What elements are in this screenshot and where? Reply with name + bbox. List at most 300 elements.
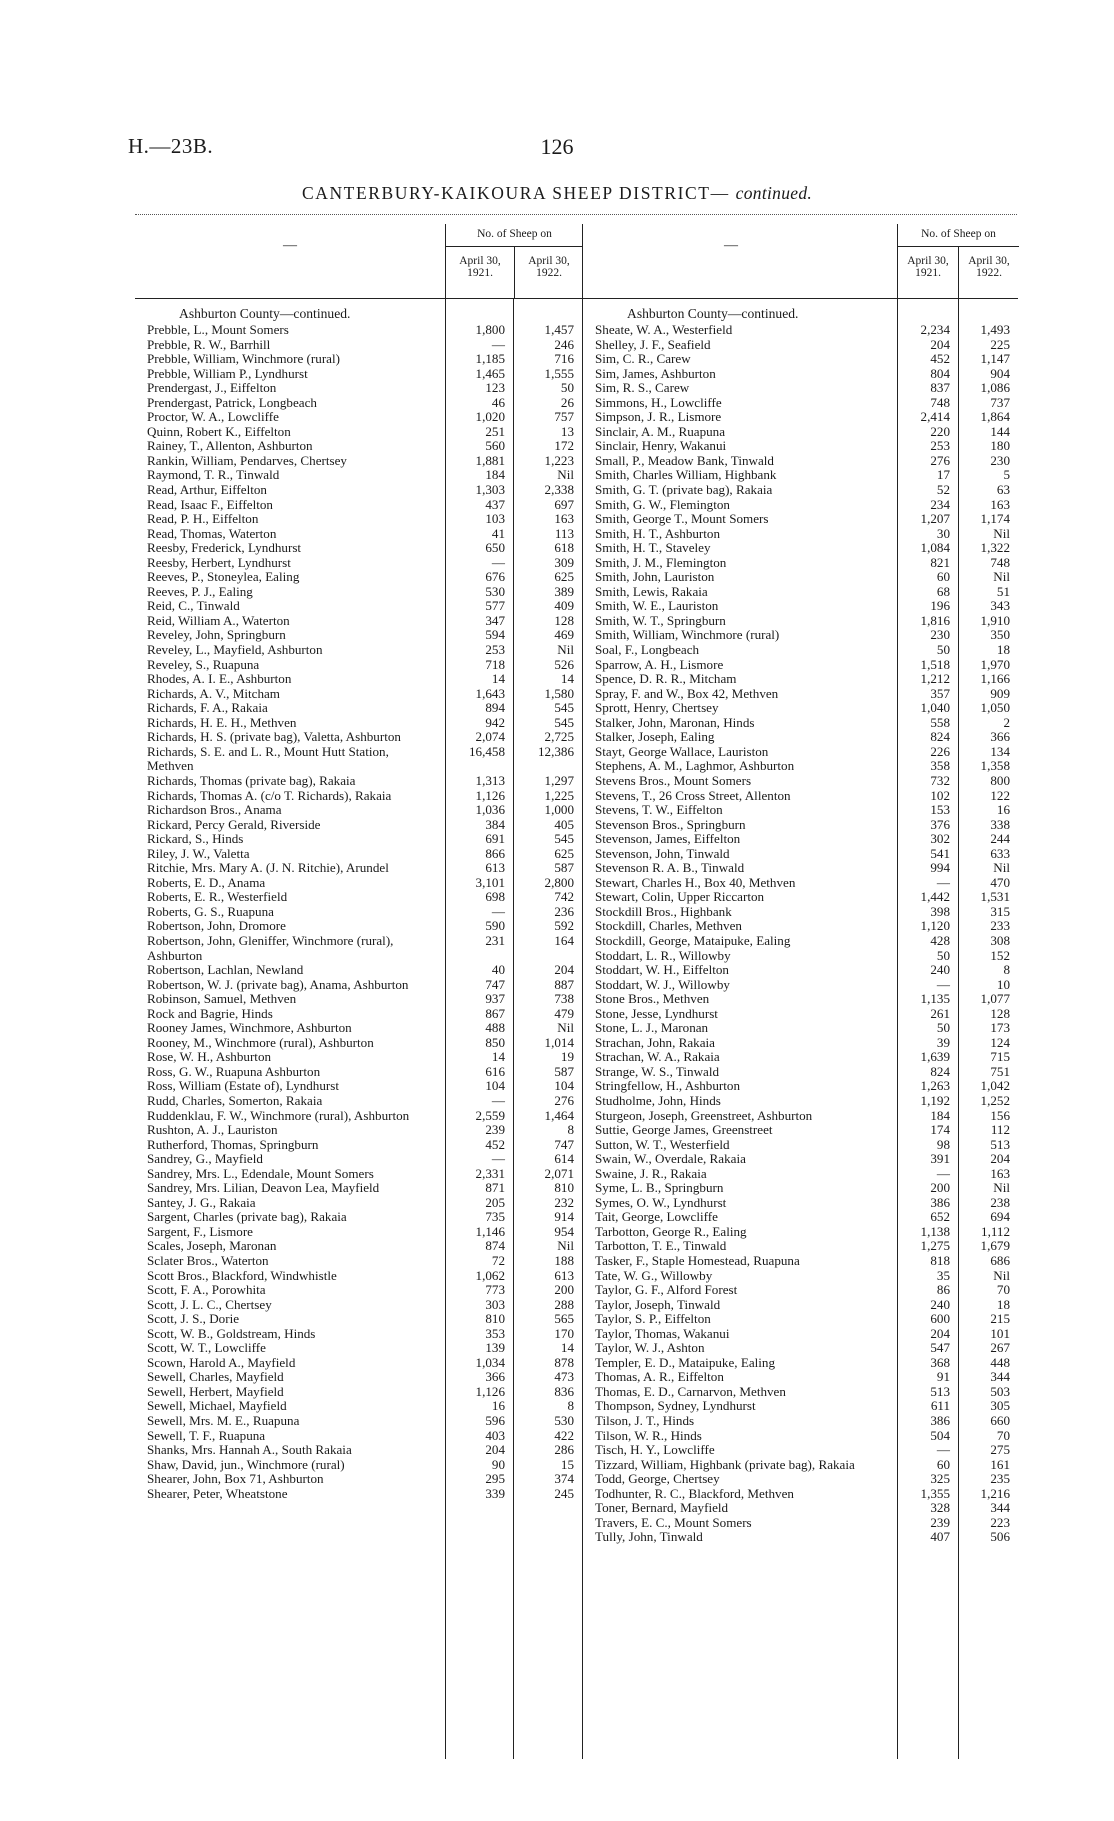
sheep-1922: 904 — [990, 365, 1010, 381]
sheep-1922: 163 — [554, 511, 574, 527]
table-row — [583, 1487, 1018, 1502]
sheep-1922: 2,800 — [544, 874, 574, 890]
sheep-1921: 60 — [936, 1456, 950, 1472]
page-number: 126 — [540, 134, 574, 159]
owner-name: Taylor, G. F., Alford Forest — [595, 1283, 738, 1298]
owner-name: Reesby, Frederick, Lyndhurst — [147, 541, 302, 556]
sheep-1921: 303 — [485, 1296, 505, 1312]
sheep-1921: 1,465 — [475, 365, 505, 381]
sheep-1921: 594 — [485, 627, 505, 643]
table-row — [583, 1283, 1018, 1298]
table-row — [135, 847, 582, 862]
table-row — [135, 1152, 582, 1167]
sheep-1921: 357 — [930, 685, 950, 701]
sheep-1921: 1,034 — [475, 1354, 505, 1370]
owner-name: Sewell, T. F., Ruapuna — [147, 1428, 266, 1443]
table-row — [583, 1007, 1018, 1022]
table-row — [583, 1196, 1018, 1211]
table-row — [135, 1065, 582, 1080]
header-1921: April 30, 1921. — [459, 255, 501, 279]
table-row — [135, 818, 582, 833]
left-table-header — [135, 224, 582, 299]
table-row — [135, 890, 582, 905]
sheep-1922: 286 — [554, 1442, 574, 1458]
sheep-1922: 215 — [990, 1311, 1010, 1327]
owner-name: Simmons, H., Lowcliffe — [595, 395, 722, 410]
header-1922: April 30, 1922. — [958, 247, 1019, 299]
sheep-1921: 452 — [485, 1136, 505, 1152]
owner-name: Roberts, E. R., Westerfield — [147, 890, 288, 905]
table-row — [135, 1239, 582, 1254]
owner-name: Sparrow, A. H., Lismore — [595, 657, 724, 672]
owner-name: Strachan, W. A., Rakaia — [595, 1050, 720, 1065]
sheep-1922: 1,970 — [980, 656, 1010, 672]
owner-name: Stone, Jesse, Lyndhurst — [595, 1006, 718, 1021]
sheep-1921: 1,120 — [920, 918, 950, 934]
owner-name: Stalker, John, Maronan, Hinds — [595, 715, 755, 730]
table-row — [135, 1254, 582, 1269]
sheep-1921: 253 — [930, 438, 950, 454]
table-row — [583, 396, 1018, 411]
table-row — [583, 701, 1018, 716]
table-row — [583, 599, 1018, 614]
name-column-header: — — [724, 238, 738, 253]
table-row — [135, 963, 582, 978]
sheep-1921: 1,138 — [920, 1223, 950, 1239]
sheep-1922: 315 — [990, 903, 1010, 919]
table-row — [135, 1356, 582, 1371]
owner-name: Sinclair, A. M., Ruapuna — [595, 424, 726, 439]
owner-name: Shearer, Peter, Wheatstone — [147, 1486, 288, 1501]
sheep-1921: 226 — [930, 743, 950, 759]
table-row — [135, 396, 582, 411]
sheep-1922: 660 — [990, 1413, 1010, 1429]
sheep-1922: 14 — [560, 1340, 574, 1356]
table-row — [135, 803, 582, 818]
owner-name: Robinson, Samuel, Methven — [147, 992, 297, 1007]
table-row — [135, 498, 582, 513]
sheep-1922: 1,580 — [544, 685, 574, 701]
sheep-1922: 1,225 — [544, 787, 574, 803]
sheep-1921: 1,313 — [475, 772, 505, 788]
owner-name: Ritchie, Mrs. Mary A. (J. N. Ritchie), Arundel — [147, 861, 389, 876]
table-row — [135, 978, 582, 993]
owner-name: Smith, W. E., Lauriston — [595, 599, 719, 614]
sheep-1922: 366 — [990, 729, 1010, 745]
sheep-1922: 422 — [554, 1427, 574, 1443]
table-row — [583, 1399, 1018, 1414]
sheep-1922: 104 — [554, 1078, 574, 1094]
sheep-1922: 800 — [990, 772, 1010, 788]
sheep-1921: 14 — [491, 1049, 505, 1065]
sheep-1921: 376 — [930, 816, 950, 832]
table-row — [135, 381, 582, 396]
sheep-1921: 1,263 — [920, 1078, 950, 1094]
owner-name: Richards, A. V., Mitcham — [147, 686, 280, 701]
owner-name: Stephens, A. M., Laghmor, Ashburton — [595, 759, 795, 774]
table-row — [583, 876, 1018, 891]
sheep-1922: 204 — [554, 962, 574, 978]
sheep-1921: — — [936, 1442, 950, 1458]
owner-name: Stewart, Colin, Upper Riccarton — [595, 890, 765, 905]
sheep-1921: 824 — [930, 729, 950, 745]
table-row — [583, 759, 1018, 774]
sheep-1921: 773 — [485, 1282, 505, 1298]
sheep-1921: 747 — [485, 976, 505, 992]
sheep-1921: 437 — [485, 496, 505, 512]
sheep-1922: 878 — [554, 1354, 574, 1370]
sheep-1921: 239 — [930, 1514, 950, 1530]
owner-name: Robertson, John, Gleniffer, Winchmore (rural), Ashburton — [147, 933, 394, 963]
table-row — [135, 1021, 582, 1036]
owner-name: Rose, W. H., Ashburton — [147, 1050, 272, 1065]
owner-name: Shanks, Mrs. Hannah A., South Rakaia — [147, 1443, 352, 1458]
sheep-1921: 596 — [485, 1413, 505, 1429]
sheep-1922: 506 — [990, 1529, 1010, 1545]
table-row — [583, 1341, 1018, 1356]
owner-name: Sutton, W. T., Westerfield — [595, 1137, 730, 1152]
sheep-1921: 1,643 — [475, 685, 505, 701]
sheep-1922: 887 — [554, 976, 574, 992]
sheep-1922: 694 — [990, 1209, 1010, 1225]
sheep-1921: 1,442 — [920, 889, 950, 905]
sheep-1921: 560 — [485, 438, 505, 454]
sheep-1922: 526 — [554, 656, 574, 672]
table-row — [135, 1123, 582, 1138]
owner-name: Scales, Joseph, Maronan — [147, 1239, 277, 1254]
table-row — [583, 1327, 1018, 1342]
table-row — [135, 1138, 582, 1153]
sheep-1922: 124 — [990, 1034, 1010, 1050]
sheep-1922: 245 — [554, 1485, 574, 1501]
header-1922: April 30, 1922. — [514, 247, 583, 299]
table-row — [583, 498, 1018, 513]
table-row — [135, 454, 582, 469]
sheep-1922: 2,071 — [544, 1165, 574, 1181]
table-row — [583, 1443, 1018, 1458]
sheep-1921: 2,331 — [475, 1165, 505, 1181]
table-row — [583, 992, 1018, 1007]
sheep-1922: 389 — [554, 583, 574, 599]
sheep-1922: 233 — [990, 918, 1010, 934]
owner-name: Stayt, George Wallace, Lauriston — [595, 744, 769, 759]
owner-name: Rainey, T., Allenton, Ashburton — [147, 439, 313, 454]
sheep-1922: 405 — [554, 816, 574, 832]
sheep-1922: 163 — [990, 496, 1010, 512]
sheep-1921: 1,275 — [920, 1238, 950, 1254]
table-row — [583, 352, 1018, 367]
sheep-1921: 1,135 — [920, 991, 950, 1007]
sheep-1921: 590 — [485, 918, 505, 934]
sheep-1922: 14 — [560, 671, 574, 687]
sheep-1921: 386 — [930, 1194, 950, 1210]
table-row — [135, 1414, 582, 1429]
sheep-1921: 541 — [930, 845, 950, 861]
sheep-1921: 368 — [930, 1354, 950, 1370]
owner-name: Sargent, Charles (private bag), Rakaia — [147, 1210, 347, 1225]
owner-name: Ross, William (Estate of), Lyndhurst — [147, 1079, 339, 1094]
table-row — [135, 687, 582, 702]
owner-name: Stringfellow, H., Ashburton — [595, 1079, 740, 1094]
sheep-1921: 1,192 — [920, 1092, 950, 1108]
sheep-1921: 384 — [485, 816, 505, 832]
sheep-1921: 804 — [930, 365, 950, 381]
sheep-1922: 204 — [990, 1151, 1010, 1167]
sheep-1921: 866 — [485, 845, 505, 861]
table-row — [583, 323, 1018, 338]
table-row — [583, 658, 1018, 673]
sheep-1921: 16 — [491, 1398, 505, 1414]
sheep-1921: 98 — [936, 1136, 950, 1152]
sheep-1922: 1,358 — [980, 758, 1010, 774]
sheep-1922: 5 — [1003, 467, 1010, 483]
sheep-1921: 353 — [485, 1325, 505, 1341]
table-row — [135, 716, 582, 731]
sheep-1921: 16,458 — [468, 743, 505, 759]
sheep-1922: 810 — [554, 1180, 574, 1196]
table-row — [135, 512, 582, 527]
owner-name: Smith, Charles William, Highbank — [595, 468, 777, 483]
sheep-1921: 41 — [491, 525, 505, 541]
table-row — [583, 1370, 1018, 1385]
owner-name: Riley, J. W., Valetta — [147, 846, 250, 861]
table-row — [583, 556, 1018, 571]
sheep-1921: 652 — [930, 1209, 950, 1225]
table-row — [135, 658, 582, 673]
owner-name: Richards, H. S. (private bag), Valetta, Ashburton — [147, 730, 401, 745]
table-row — [135, 789, 582, 804]
owner-name: Rooney James, Winchmore, Ashburton — [147, 1021, 352, 1036]
owner-name: Sandrey, G., Mayfield — [147, 1152, 263, 1167]
table-row — [135, 1036, 582, 1051]
sheep-1921: — — [491, 336, 505, 352]
table-row — [583, 803, 1018, 818]
table-row — [583, 1429, 1018, 1444]
sheep-1922: 51 — [996, 583, 1010, 599]
sheep-1922: 144 — [990, 423, 1010, 439]
sheep-1922: 1,493 — [980, 322, 1010, 337]
owner-name: Travers, E. C., Mount Somers — [595, 1515, 752, 1530]
table-row — [583, 1094, 1018, 1109]
sheep-1921: — — [936, 976, 950, 992]
table-row — [583, 1210, 1018, 1225]
owner-name: Tait, George, Lowcliffe — [595, 1210, 718, 1225]
owner-name: Stevenson, James, Eiffelton — [595, 832, 741, 847]
sheep-1922: 1,216 — [980, 1485, 1010, 1501]
sheep-1922: 308 — [990, 932, 1010, 948]
table-row — [583, 439, 1018, 454]
sheep-1921: 2,414 — [920, 409, 950, 425]
sheep-1921: 850 — [485, 1034, 505, 1050]
owner-name: Robertson, John, Dromore — [147, 919, 286, 934]
owner-name: Ruddenklau, F. W., Winchmore (rural), Ashburton — [147, 1108, 410, 1123]
sheep-1921: — — [936, 874, 950, 890]
owner-name: Todhunter, R. C., Blackford, Methven — [595, 1486, 794, 1501]
page-reference: H.—23B. — [128, 134, 214, 158]
table-row — [583, 425, 1018, 440]
sheep-count-header — [897, 224, 1019, 298]
sheep-1921: 530 — [485, 583, 505, 599]
owner-name: Rickard, S., Hinds — [147, 832, 244, 847]
sheep-1921: 824 — [930, 1063, 950, 1079]
column-rule — [897, 299, 898, 1759]
sheep-1922: 751 — [990, 1063, 1010, 1079]
table-row — [583, 672, 1018, 687]
sheep-1921: 17 — [936, 467, 950, 483]
sheep-1922: 954 — [554, 1223, 574, 1239]
sheep-1921: 30 — [936, 525, 950, 541]
table-row — [135, 1458, 582, 1473]
owner-name: Taylor, S. P., Eiffelton — [595, 1312, 711, 1327]
sheep-1922: Nil — [557, 467, 574, 483]
sheep-1921: 104 — [485, 1078, 505, 1094]
table-row — [583, 1458, 1018, 1473]
sheep-1921: 676 — [485, 569, 505, 585]
table-row — [135, 527, 582, 542]
sheep-1922: Nil — [993, 525, 1010, 541]
owner-name: Rankin, William, Pendarves, Chertsey — [147, 453, 347, 468]
table-row — [583, 1254, 1018, 1269]
owner-name: Stewart, Charles H., Box 40, Methven — [595, 875, 796, 890]
owner-name: Scott, W. T., Lowcliffe — [147, 1341, 266, 1356]
owner-name: Stoddart, W. J., Willowby — [595, 977, 730, 992]
sheep-1921: 153 — [930, 802, 950, 818]
owner-name: Robertson, W. J. (private bag), Anama, Ashburton — [147, 977, 409, 992]
table-row — [135, 730, 582, 745]
sheep-1922: 914 — [554, 1209, 574, 1225]
table-row — [583, 1036, 1018, 1051]
table-row — [583, 643, 1018, 658]
owner-name: Reveley, L., Mayfield, Ashburton — [147, 643, 323, 658]
table-row — [583, 919, 1018, 934]
sheep-1922: 15 — [560, 1456, 574, 1472]
sheep-count-title: No. of Sheep on — [898, 224, 1019, 247]
sheep-1921: 90 — [491, 1456, 505, 1472]
sheep-1921: 810 — [485, 1311, 505, 1327]
sheep-1922: 909 — [990, 685, 1010, 701]
table-row — [135, 410, 582, 425]
county-heading: Ashburton County—continued. — [627, 306, 799, 321]
sheep-1922: 225 — [990, 336, 1010, 352]
right-column — [582, 224, 1018, 1759]
table-row — [583, 1385, 1018, 1400]
owner-name: Stone Bros., Methven — [595, 992, 710, 1007]
sheep-1922: Nil — [993, 860, 1010, 876]
table-row — [583, 934, 1018, 949]
sheep-1922: 172 — [554, 438, 574, 454]
sheep-1922: 63 — [996, 482, 1010, 498]
sheep-1922: 1,679 — [980, 1238, 1010, 1254]
sheep-1922: Nil — [993, 569, 1010, 585]
table-row — [135, 570, 582, 585]
table-row — [583, 483, 1018, 498]
sheep-1922: 163 — [990, 1165, 1010, 1181]
sheep-1921: 1,816 — [920, 612, 950, 628]
owner-name: Suttie, George James, Greenstreet — [595, 1123, 773, 1138]
sheep-1922: 479 — [554, 1005, 574, 1021]
sheep-1922: 1,000 — [544, 802, 574, 818]
sheep-1921: 452 — [930, 351, 950, 367]
sheep-1922: 1,050 — [980, 700, 1010, 716]
sheep-1922: 1,457 — [544, 322, 574, 337]
owner-name: Scott Bros., Blackford, Windwhistle — [147, 1268, 337, 1283]
owner-name: Read, Thomas, Waterton — [147, 526, 277, 541]
table-row — [135, 614, 582, 629]
owner-name: Richardson Bros., Anama — [147, 803, 282, 818]
table-row — [583, 716, 1018, 731]
owner-name: Sturgeon, Joseph, Greenstreet, Ashburton — [595, 1108, 813, 1123]
sheep-1922: Nil — [993, 1180, 1010, 1196]
table-row — [583, 774, 1018, 789]
table-row — [135, 483, 582, 498]
sheep-1922: 113 — [554, 525, 574, 541]
owner-name: Sclater Bros., Waterton — [147, 1254, 269, 1268]
table-row — [583, 541, 1018, 556]
owner-name: Stevenson R. A. B., Tinwald — [595, 861, 745, 876]
sheep-1921: 937 — [485, 991, 505, 1007]
owner-name: Swain, W., Overdale, Rakaia — [595, 1152, 746, 1167]
sheep-1921: 818 — [930, 1253, 950, 1268]
sheep-1922: 223 — [990, 1514, 1010, 1530]
sheep-1922: 305 — [990, 1398, 1010, 1414]
sheep-1922: 244 — [990, 831, 1010, 847]
table-row — [583, 527, 1018, 542]
table-row — [135, 585, 582, 600]
owner-name: Stockdill, Charles, Methven — [595, 919, 742, 934]
sheep-1922: 1,297 — [544, 772, 574, 788]
table-row — [135, 919, 582, 934]
sheep-1922: 545 — [554, 700, 574, 716]
sheep-1922: 8 — [567, 1398, 574, 1414]
sheep-1922: 188 — [554, 1253, 574, 1268]
sheep-1921: 1,800 — [475, 322, 505, 337]
sheep-1921: 60 — [936, 569, 950, 585]
sheep-1921: 39 — [936, 1034, 950, 1050]
table-row — [583, 1472, 1018, 1487]
table-row — [583, 861, 1018, 876]
sheep-1922: 18 — [996, 642, 1010, 658]
sheep-1921: 488 — [485, 1020, 505, 1036]
owner-name: Smith, G. W., Flemington — [595, 497, 730, 512]
sheep-1921: 2,234 — [920, 322, 950, 337]
sheep-1922: 1,910 — [980, 612, 1010, 628]
table-row — [135, 992, 582, 1007]
sheep-1922: 2 — [1003, 714, 1010, 730]
sheep-1922: 716 — [554, 351, 574, 367]
right-table-header — [583, 224, 1018, 299]
table-row — [135, 745, 582, 774]
table-row — [583, 1167, 1018, 1182]
sheep-1922: 545 — [554, 831, 574, 847]
owner-name: Rudd, Charles, Somerton, Rakaia — [147, 1093, 323, 1108]
table-row — [135, 861, 582, 876]
table-row — [583, 585, 1018, 600]
table-row — [135, 1472, 582, 1487]
sheep-1921: 600 — [930, 1311, 950, 1327]
owner-name: Taylor, Thomas, Wakanui — [595, 1326, 730, 1341]
sheep-1921: 837 — [930, 380, 950, 396]
owner-name: Reid, C., Tinwald — [147, 599, 240, 614]
owner-name: Stevenson Bros., Springburn — [595, 817, 746, 832]
owner-name: Richards, F. A., Rakaia — [147, 701, 268, 716]
table-row — [583, 1021, 1018, 1036]
table-row — [135, 628, 582, 643]
sheep-1921: 867 — [485, 1005, 505, 1021]
sheep-1922: 530 — [554, 1413, 574, 1429]
sheep-1921: 942 — [485, 714, 505, 730]
sheep-1922: 101 — [990, 1325, 1010, 1341]
owner-name: Rock and Bagrie, Hinds — [147, 1006, 273, 1021]
